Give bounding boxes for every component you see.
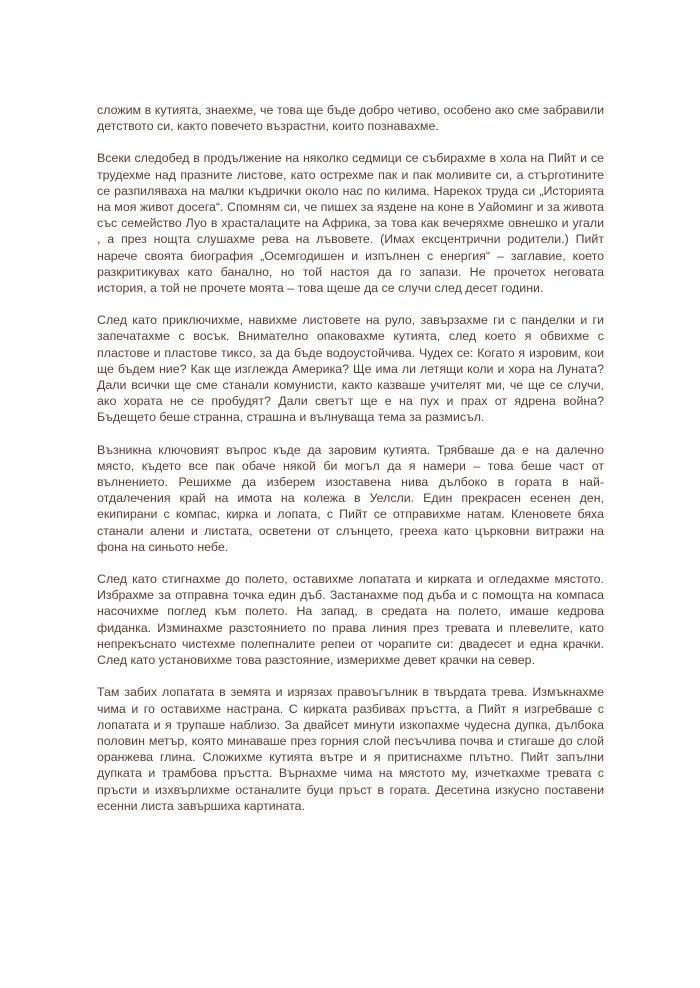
paragraph-5: След като стигнахме до полето, оставихме лопатата и кирката и огледахме мястото. Избрахме за отправна точка един дъб. Застанахме под дъба и с помощта на компаса насочихме поглед към полето. На запад, в средата на полето, имаше кедрова фиданка. Изминахме разстоянието по права линия през тревата и плевелите, като непрекъснато чистехме полепналите репеи от чорапите си: двадесет и една крачки. След като установихме това разстояние, измерихме девет крачки на север. [97,572,604,668]
paragraph-1: сложим в кутията, знаехме, че това ще бъде добро четиво, особено ако сме забравили детството си, както повечето възрастни, които познавахме. [97,103,604,134]
paragraph-6: Там забих лопатата в земята и изрязах правоъгълник в твърдата трева. Измъкнахме чима и го оставихме настрана. С кирката разбивах пръстта, а Пийт я изгребваше с лопатата и я трупаше наблизо. За двайсет минути изкопахме чудесна дупка, дълбока половин метър, която минаваше през горния слой песъчлива почва и стигаше до слой оранжева глина. Сложихме кутията вътре и я притиснахме плътно. Пийт запълни дупката и трамбова пръстта. Върнахме чима на мястото му, изчеткахме тревата с пръсти и изхвърлихме останалите буци пръст в гората. Десетина изкусно поставени есенни листа завършиха картината. [97,685,604,813]
document-page [97,102,604,830]
paragraph-3: След като приключихме, навихме листовете на руло, завързахме ги с панделки и ги запечатахме с восък. Внимателно опаковахме кутията, след което я обвихме с пластове и пластове тиксо, за да бъде водоустойчива. Чудех се: Когато я изровим, кои ще бъдем ние? Как ще изглежда Америка? Ще има ли летящи коли и хора на Луната? Дали всички ще сме станали комунисти, както казваше учителят ми, че ще се случи, ако хората не се пробудят? Дали светът ще е на пух и прах от ядрена война? Бъдещето беше странна, страшна и вълнуваща тема за размисъл. [97,313,604,425]
paragraph-2: Всеки следобед в продължение на няколко седмици се събирахме в хола на Пийт и се трудехме над празните листове, като острехме пак и пак моливите си, а стърготините се разпиляваха на малки къдрички около нас по килима. Нарекох труда си „Историята на моя живот досега“. Спомням си, че пишех за яздене на коне в Уайоминг и за живота със семейство Луо в храсталаците на Африка, за това как вечеряхме овнешко и угали , а през нощта слушахме рева на лъвовете. (Имах ексцентрични родители.) Пийт нарече своята биография „Осемгодишен и изпълнен с енергия“ – заглавие, което разкритикувах като банално, но той настоя да го запази. Не прочетох неговата история, а той не прочете моята – това щеше да се случи след десет години. [97,151,604,296]
paragraph-4: Възникна ключовият въпрос къде да заровим кутията. Трябваше да е на далечно място, където все пак обаче някой би могъл да я намери – това беше част от вълнението. Решихме да изберем изоставена нива дълбоко в гората в най-отдалечения край на имота на колежа в Уелсли. Един прекрасен есенен ден, екипирани с компас, кирка и лопата, с Пийт се отправихме натам. Кленовете бяха станали алени и листата, осветени от слънцето, грееха като църковни витражи на фона на синьото небе. [97,442,604,554]
